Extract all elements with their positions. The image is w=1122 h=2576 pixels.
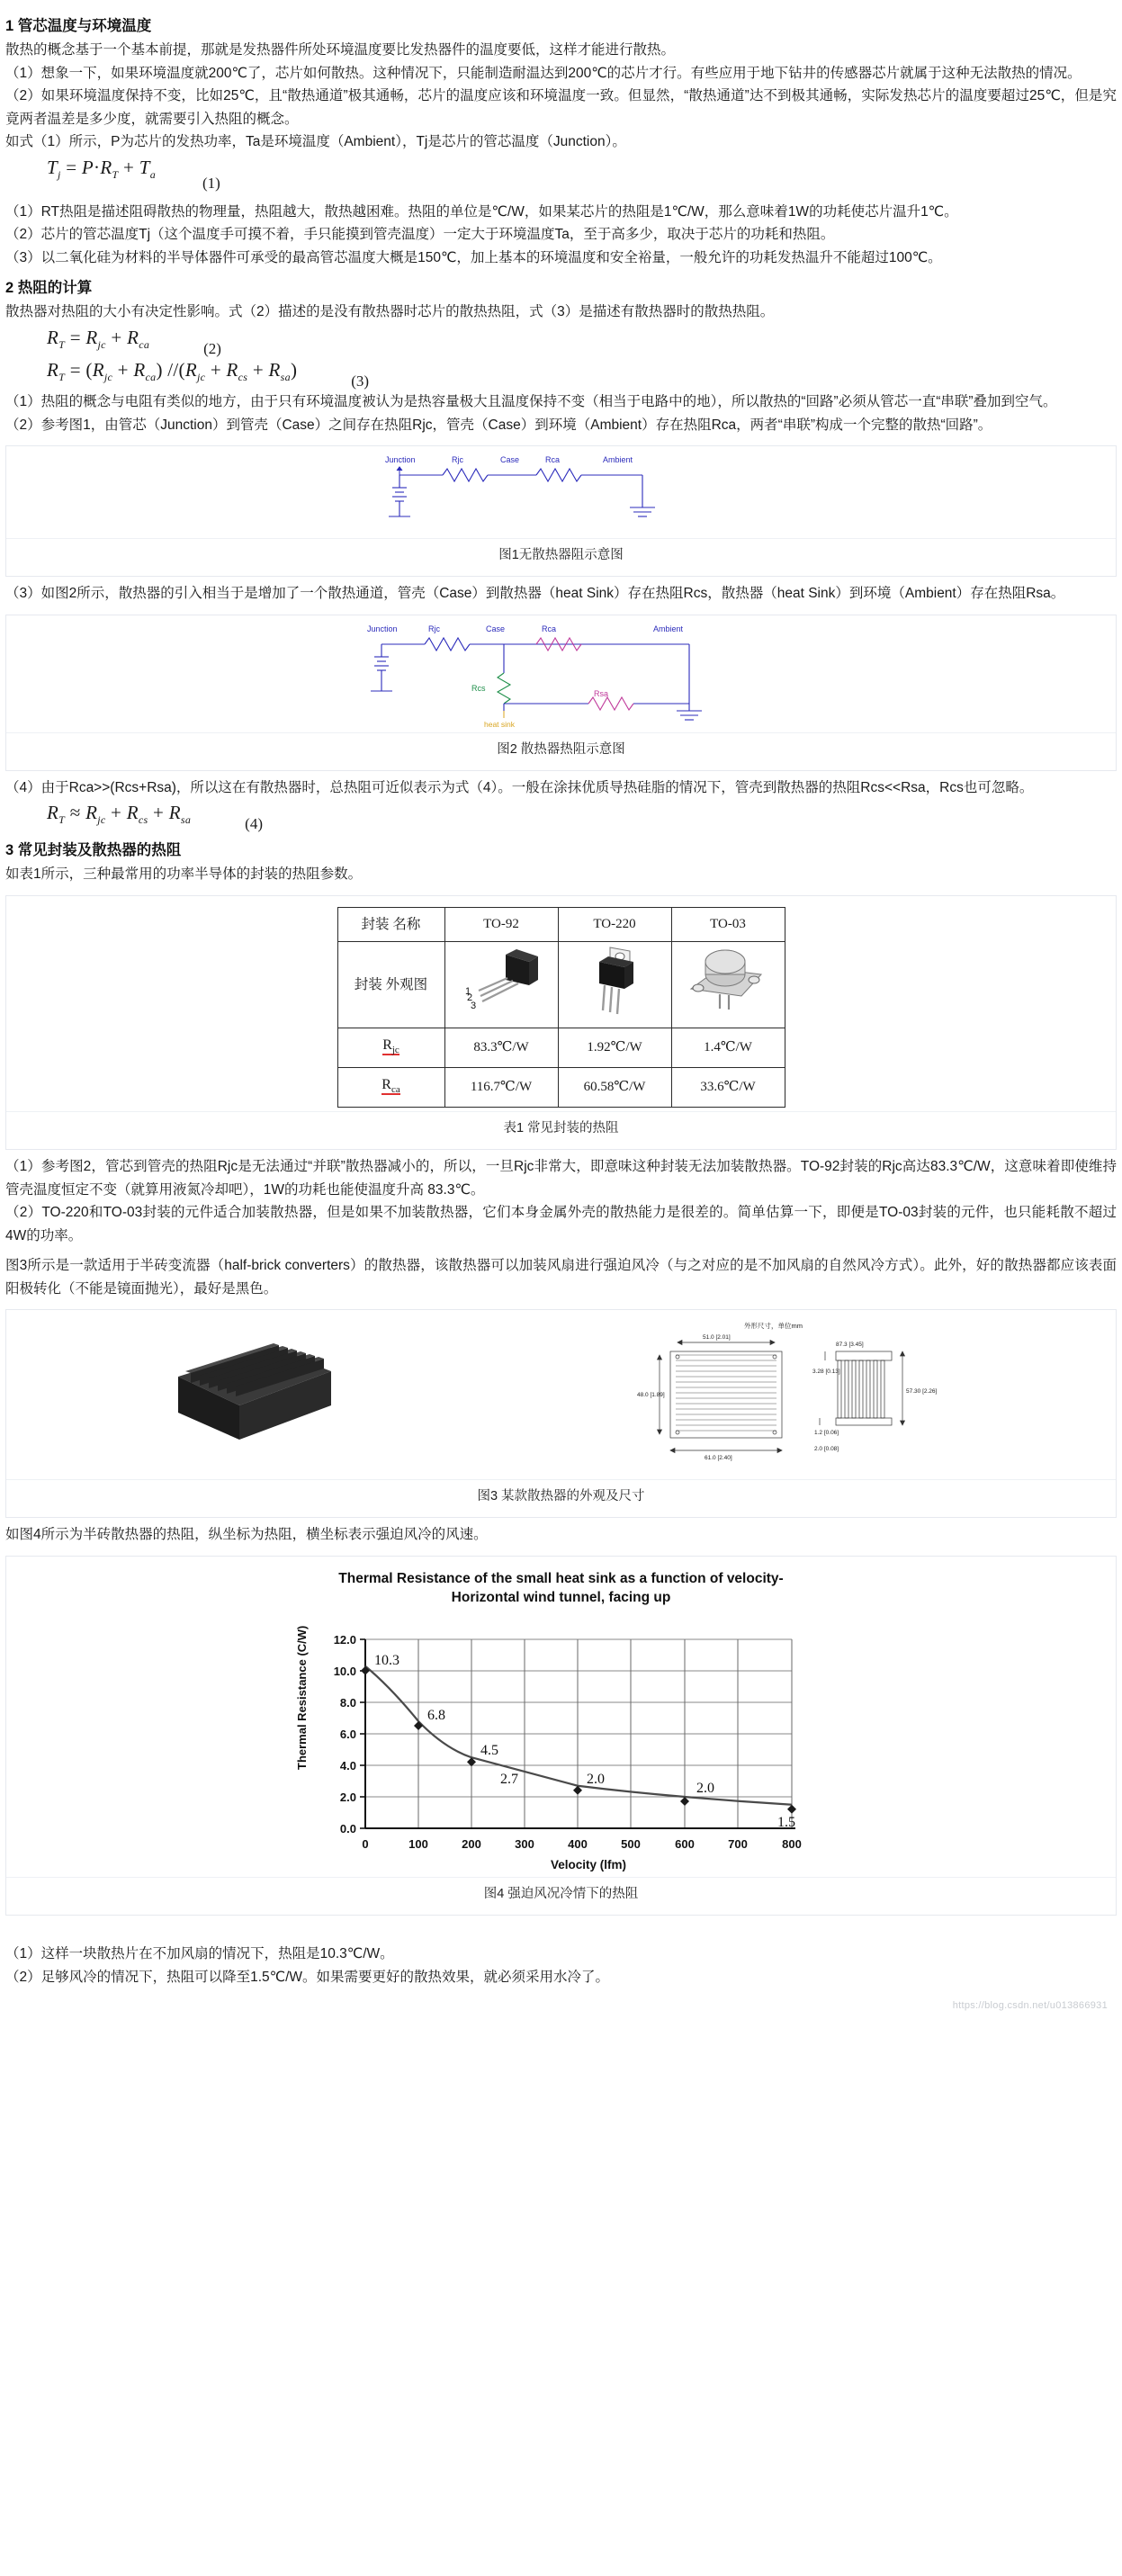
pin-label-3: 3 [471,1000,477,1011]
to92-illustration [452,944,551,1018]
section-1-intro: 散热的概念基于一个基本前提，那就是发热器件所处环境温度要比发热器件的温度要低，这样才能进行散热。 [5,42,676,58]
section-2-note-2: （2）参考图1，由管芯（Junction）到管壳（Case）之间存在热阻Rjc，管壳（Case）到环境（Ambient）存在热阻Rca，两者“串联”构成一个完整的散热“回路”。 [5,417,992,433]
circuit-diagram-2 [328,621,795,729]
closing-notes [5,1943,1117,1989]
section-1-item-2: （2）如果环境温度保持不变，比如25℃，且“散热通道”极其通畅，芯片的温度应该和环境温度一致。但显然，“散热通道”达不到极其通畅，实际发热芯片的温度要超过25℃，但是究竟两者温差是多少度，就需要引入热阻的概念。 [5,88,1117,127]
fig1-label-junction: Junction [384,455,416,465]
dim-fin-height: 87.3 [3.45] [835,1342,864,1349]
figure-2-panel [5,615,1117,771]
section-3-para-4: 如图4所示为半砖散热器的热阻，纵坐标为热阻，横坐标表示强迫风冷的风速。 [5,1527,488,1543]
chart-subtitle: Horizontal wind tunnel, facing up [451,1589,671,1605]
chart-xtick: 200 [461,1836,481,1851]
chart-xlabel: Velocity (lfm) [550,1857,626,1871]
heatsink-drawing [636,1319,960,1472]
to92-package-image [444,941,558,1028]
chart-plot-area [6,1609,1116,1873]
table-row-label [337,1028,444,1067]
figure-3-content [6,1315,1116,1476]
fig2-label-case: Case [485,624,505,633]
section-2-intro: 散热器对热阻的大小有决定性影响。式（2）描述的是没有散热器时芯片的散热热阻，式（3）是描述有散热器时的散热热阻。 [5,304,775,320]
fig2-label-rjc: Rjc [427,624,440,633]
dim-top-width: 51.0 [2.01] [702,1334,731,1342]
equation-1-row [5,156,1117,192]
chart-xtick: 600 [674,1836,695,1851]
figure-1-panel [5,445,1117,577]
section-2-heading: 2 热阻的计算 [5,280,93,297]
equation-3: $R_T = (R_{jc} + R_{ca}) //(R_{jc} + R_{cs} + R_{sa})$ [47,358,298,384]
fig2-label-rsa: Rsa [593,688,608,698]
fig1-label-case: Case [499,455,519,465]
section-1-note-1: （1）RT热阻是描述阻碍散热的物理量，热阻越大，散热越困难。热阻的单位是℃/W，如果某芯片的热阻是1℃/W，那么意味着1W的功耗使芯片温升1℃。 [5,203,958,220]
table-cell: 1.4℃/W [671,1028,785,1067]
chart-point-label: 10.3 [373,1652,399,1668]
section-3-note-1: （1）参考图2，管芯到管壳的热阻Rjc是无法通过“并联”散热器减小的，所以，一旦Rjc非常大，即意味这种封装无法加装散热器。TO-92封装的Rjc高达83.3℃/W，这意味着即使维持管壳温度恒定不变（就算用液氮冷却吧），1W的功耗也能使温度升高 83.3℃。 [5,1159,1117,1198]
equation-4: $R_T \approx R_{jc} + R_{cs} + R_{sa}$ [47,802,192,827]
chart-ylabel: Thermal Resistance (C/W) [294,1625,309,1770]
chart-ytick: 2.0 [339,1790,356,1804]
chart-xtick: 500 [620,1836,641,1851]
section-2-note-3: （3）如图2所示，散热器的引入相当于是增加了一个散热通道，管壳（Case）到散热器（heat Sink）存在热阻Rcs，散热器（heat Sink）到环境（Ambient）存在热阻Rsa。 [5,586,1065,602]
table-cell: 60.58℃/W [558,1067,671,1107]
section-1-equation-lead: 如式（1）所示，P为芯片的发热功率，Ta是环境温度（Ambient），Tj是芯片的管芯温度（Junction）。 [5,134,626,149]
watermark: https://blog.csdn.net/u013866931 [952,1999,1108,2011]
section-2-note-4: （4）由于Rca>>(Rcs+Rsa)，所以这在有散热器时，总热阻可近似表示为式（4）。一般在涂抹优质导热硅脂的情况下，管壳到散热器的热阻Rcs<<Rsa，Rcs也可忽略。 [5,779,1034,795]
table-cell: TO-03 [671,907,785,941]
chart-point-label: 6.8 [426,1707,445,1723]
chart-xtick: 0 [361,1836,369,1851]
chart-line-series [365,1665,792,1804]
rjc-symbol: $R_{jc}$ [382,1037,399,1055]
chart-title: Thermal Resistance of the small heat sink as a function of velocity- [338,1570,784,1586]
chart-xtick: 100 [408,1836,428,1851]
pin-label-1: 1 [465,985,471,997]
table-cell: 33.6℃/W [671,1067,785,1107]
chart-title-block [6,1564,1116,1609]
figure-4-caption: 图4 强迫风况冷情下的热阻 [6,1877,1116,1913]
table-row [337,1067,785,1107]
dim-bottom-width: 61.0 [2.40] [704,1455,732,1462]
equation-4-number: (4) [245,815,263,833]
to03-illustration [678,944,777,1018]
table-cell: 116.7℃/W [444,1067,558,1107]
table-row-label: 封装 外观图 [337,941,444,1028]
table-1-caption: 表1 常见封装的热阻 [6,1111,1116,1147]
rca-subscript: ca [390,1084,400,1096]
section-3-para-3: 图3所示是一款适用于半砖变流器（half-brick converters）的散热器，该散热器可以加装风扇进行强迫风冷（与之对应的是不加风扇的自然风冷方式）。此外，好的散热器都应该表面阳极转化（不能是镜面抛光），最好是黑色。 [5,1258,1117,1297]
table-1-panel [5,895,1117,1150]
fig2-label-rcs: Rcs [471,683,485,693]
equation-2-number: (2) [203,339,221,357]
table-cell: TO-220 [558,907,671,941]
chart-ytick: 8.0 [339,1695,356,1710]
section-2-note-1: （1）热阻的概念与电阻有类似的地方，由于只有环境温度被认为是热容量极大且温度保持不变（相当于电路中的地），所以散热的“回路”必须从管芯一直“串联”叠加到空气。 [5,394,1057,410]
equation-3-row [5,359,1117,389]
figure-3-caption: 图3 某款散热器的外观及尺寸 [6,1479,1116,1515]
rca-symbol: $R_{ca}$ [381,1076,400,1096]
section-1-heading: 1 管芯温度与环境温度 [5,18,152,34]
fig2-label-ambient: Ambient [652,624,683,633]
dim-base: 2.0 [0.08] [813,1446,839,1453]
chart-point-label: 2.0 [586,1771,605,1787]
equation-3-number: (3) [351,372,370,390]
fig2-label-rca: Rca [541,624,556,633]
chart-point-label: 2.7 [499,1771,518,1787]
circuit-diagram-1 [346,452,777,534]
pin-label-2: 2 [467,992,473,1003]
chart-ytick: 6.0 [339,1727,356,1741]
equation-1: $T_j = P\cdot R_T + T_a$ [47,156,157,181]
dim-fin-pitch: 3.28 [0.13] [812,1369,840,1376]
chart-ytick: 12.0 [333,1632,356,1647]
section-3-intro: 如表1所示，三种最常用的功率半导体的封装的热阻参数。 [5,866,363,883]
table-row-label: 封装 名称 [337,907,444,941]
figure-4-panel [5,1556,1117,1916]
section-1-note-3: （3）以二氧化硅为材料的半导体器件可承受的最高管芯温度大概是150℃，加上基本的环境温度和安全裕量，一般允许的功耗发热温升不能超过100℃。 [5,249,942,265]
table-cell: 83.3℃/W [444,1028,558,1067]
to220-illustration [565,944,664,1018]
equation-2-row [5,327,1117,356]
fig1-label-ambient: Ambient [602,455,633,465]
heatsink-photo [162,1328,342,1463]
table-row [337,907,785,941]
chart-point-label: 4.5 [480,1742,498,1758]
figure-2-caption: 图2 散热器热阻示意图 [6,732,1116,768]
table-cell: 1.92℃/W [558,1028,671,1067]
section-3-heading: 3 常见封装及散热器的热阻 [5,842,182,859]
rjc-subscript: jc [391,1044,399,1055]
figure-1-caption: 图1无散热器阻示意图 [6,538,1116,574]
equation-2: $R_T = R_{jc} + R_{ca}$ [47,326,150,351]
chart-xtick: 300 [514,1836,534,1851]
closing-note-2: （2）足够风冷的情况下，热阻可以降至1.5℃/W。如果需要更好的散热效果，就必须采用水冷了。 [5,1969,610,1985]
fig1-label-rjc: Rjc [451,455,463,465]
to220-package-image [558,941,671,1028]
dim-tab: 1.2 [0.06] [813,1430,839,1437]
dim-side-height: 57.30 [2.26] [905,1388,938,1396]
chart-point-label: 1.5 [776,1814,795,1830]
chart-xtick: 700 [727,1836,748,1851]
drawing-note-label: 外形尺寸，单位mm [743,1322,803,1331]
chart-xtick: 400 [567,1836,588,1851]
thermal-resistance-chart [292,1612,831,1873]
table-row [337,941,785,1028]
fig2-label-junction: Junction [366,624,398,633]
figure-1-circuit [6,452,1116,534]
table-cell: TO-92 [444,907,558,941]
equation-4-row [5,802,1117,831]
section-1-item-1: （1）想象一下，如果环境温度就200℃了，芯片如何散热。这种情况下，只能制造耐温达到200℃的芯片才行。有些应用于地下钻井的传感器芯片就属于这种无法散热的情况。 [5,65,1082,81]
closing-note-1: （1）这样一块散热片在不加风扇的情况下，热阻是10.3℃/W。 [5,1945,394,1961]
figure-2-circuit [6,621,1116,729]
chart-point-label: 2.0 [696,1780,714,1796]
fig1-label-rca: Rca [544,455,560,465]
table-row-label [337,1067,444,1107]
figure-3-panel [5,1309,1117,1518]
chart-ytick: 10.0 [333,1664,356,1678]
equation-1-number: (1) [202,174,220,192]
chart-data-points [361,1665,796,1813]
fig2-label-heatsink: heat sink [483,719,515,729]
dim-left-height: 48.0 [1.89] [636,1392,665,1399]
table-row [337,1028,785,1067]
package-thermal-table [337,907,785,1108]
section-3-note-2: （2）TO-220和TO-03封装的元件适合加装散热器，但是如果不加装散热器，它们本身金属外壳的散热能力是很差的。简单估算一下，即便是TO-03封装的元件，也只能耗散不超过4W的功率。 [5,1205,1117,1243]
to03-package-image [671,941,785,1028]
section-1-note-2: （2）芯片的管芯温度Tj（这个温度手可摸不着，手只能摸到管壳温度）一定大于环境温度Ta，至于高多少，取决于芯片的功耗和热阻。 [5,227,835,243]
chart-xtick: 800 [781,1836,802,1851]
chart-ytick: 0.0 [339,1821,356,1836]
chart-ytick: 4.0 [339,1758,356,1773]
